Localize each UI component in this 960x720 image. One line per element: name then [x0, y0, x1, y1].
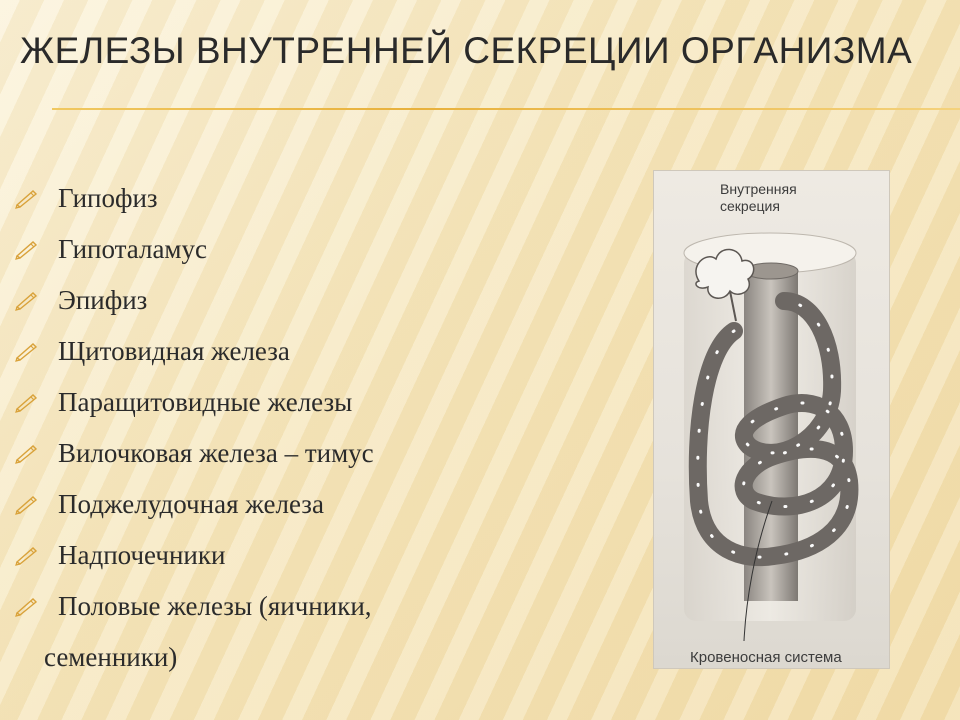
- list-item: [0, 173, 620, 224]
- list-item-label: Гипофиз: [58, 183, 158, 213]
- pencil-icon: [14, 442, 40, 464]
- list-item-label: Поджелудочная железа: [58, 489, 324, 519]
- list-item: [0, 581, 620, 683]
- diagram-label-circulatory: Кровеносная система: [690, 649, 842, 666]
- pencil-icon: [14, 340, 40, 362]
- list-item-label: Надпочечники: [58, 540, 226, 570]
- pencil-icon: [14, 544, 40, 566]
- list-item: [0, 428, 620, 479]
- gland-list: [0, 173, 620, 683]
- pencil-icon: [14, 493, 40, 515]
- list-item: [0, 275, 620, 326]
- list-item: [0, 530, 620, 581]
- list-item-label: Гипоталамус: [58, 234, 208, 264]
- list-item-label: Щитовидная железа: [58, 336, 290, 366]
- pencil-icon: [14, 289, 40, 311]
- diagram-drawing: [654, 171, 889, 668]
- endocrine-diagram: [653, 170, 890, 669]
- diagram-label-secretion: Внутренняя секреция: [720, 181, 797, 214]
- list-item: [0, 326, 620, 377]
- slide-title: ЖЕЛЕЗЫ ВНУТРЕННЕЙ СЕКРЕЦИИ ОРГАНИЗМА: [20, 30, 913, 71]
- list-item-label: Вилочковая железа – тимус: [58, 438, 374, 468]
- list-item-continuation: семенники): [44, 642, 178, 672]
- list-item-label: Эпифиз: [58, 285, 148, 315]
- list-item: [0, 377, 620, 428]
- list-item: [0, 479, 620, 530]
- title-divider: [52, 108, 960, 110]
- list-item: [0, 224, 620, 275]
- pencil-icon: [14, 238, 40, 260]
- pencil-icon: [14, 187, 40, 209]
- list-item-label: Паращитовидные железы: [58, 387, 353, 417]
- pencil-icon: [14, 391, 40, 413]
- list-item-label: Половые железы (яичники,: [58, 591, 372, 621]
- pencil-icon: [14, 595, 40, 617]
